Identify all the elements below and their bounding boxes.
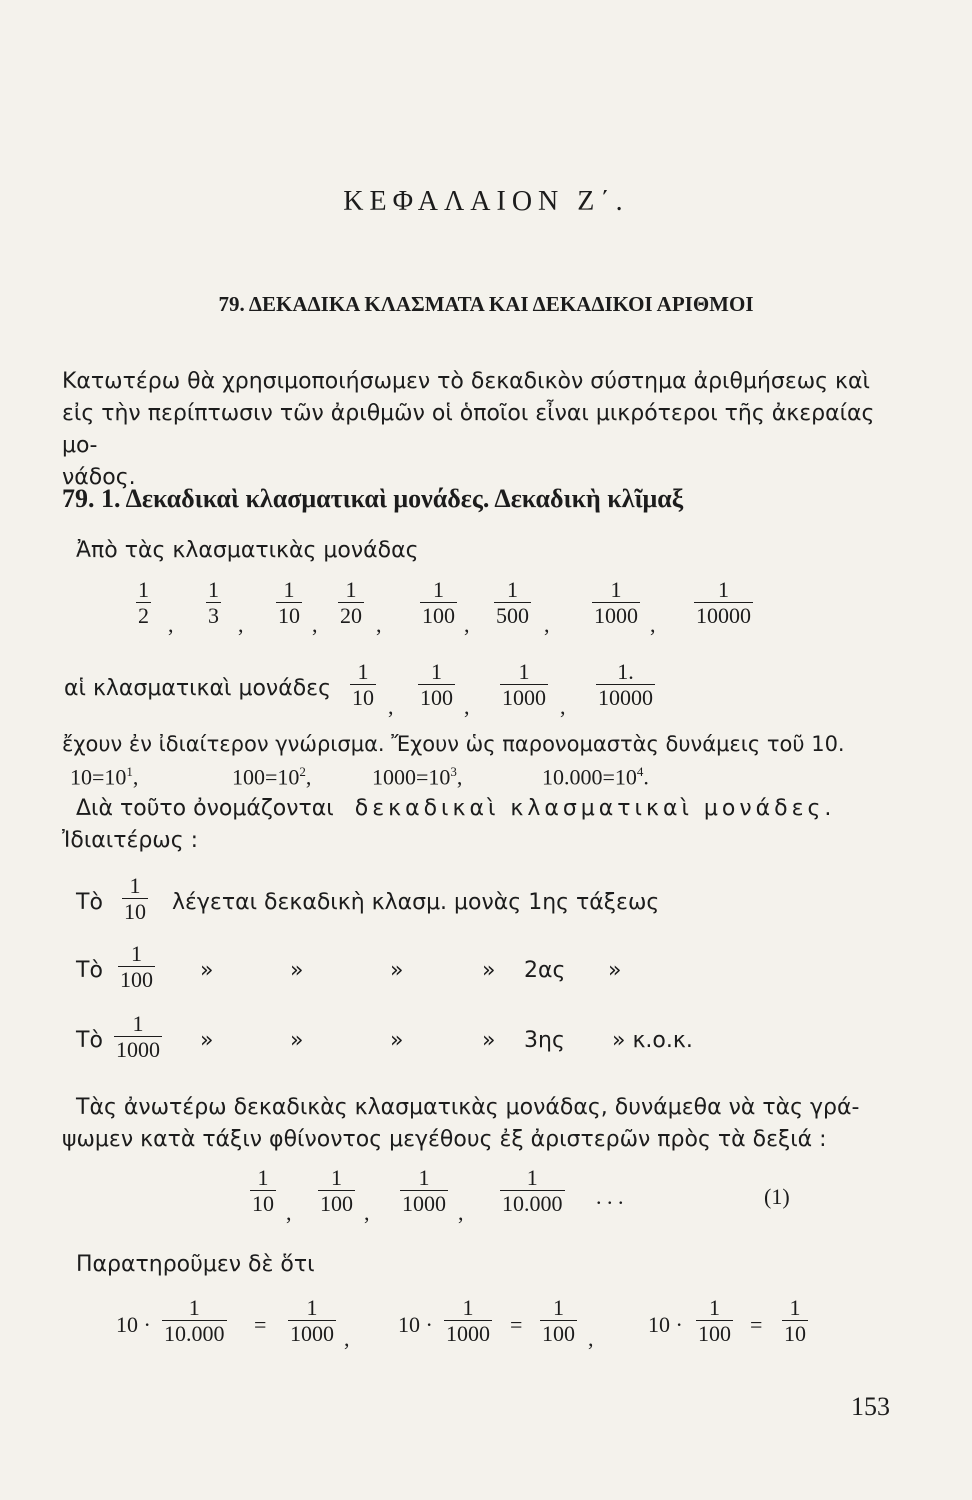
therefore-line: Διὰ τοῦτο ὀνομάζονται δεκαδικαὶ κλασματικαὶ μονάδες.	[76, 796, 836, 821]
sequence-fraction: $\frac{1}{100}$	[320, 1165, 353, 1216]
sequence-fraction: $\frac{1}{10}$	[252, 1165, 274, 1216]
write-line: Τὰς ἀνωτέρω δεκαδικὰς κλασματικὰς μονάδας, δυνάμεθα νὰ τὰς γρά-	[76, 1095, 860, 1120]
sequence-fraction: $\frac{1}{1000}$	[402, 1165, 446, 1216]
observe-text: Παρατηροῦμεν δὲ ὅτι	[76, 1252, 315, 1277]
book-page: ΚΕΦΑΛΑΙΟΝ Ζ΄. 79. ΔΕΚΑΔΙΚΑ ΚΛΑΣΜΑΤΑ ΚΑΙ ΔΕΚΑΔΙΚΟΙ ΑΡΙΘΜΟΙ Κατωτέρω θὰ χρησιμοποιήσωμεν τὸ δεκαδικὸν σύστημα ἀριθμήσεως καὶ εἰς τὴν περίπτωσιν τῶν ἀριθμῶν οἱ ὁποῖοι εἶναι μικρότεροι τῆς ἀκεραίας μο- νάδος. 79. 1. Δεκαδικαὶ κλασματικαὶ μονάδες. Δεκαδικὴ κλῖμαξ Ἀπὸ τὰς κλασματικὰς μονάδας $\frac{1}{2}$ , $\frac{1}{3}$ , $\frac{1}{10}$ , $\frac{1}{20}$ , $\frac{1}{100}$ , $\frac{1}{500}$ , $\frac{1}{1000}$ , $\frac{1}{10000}$ αἱ κλασματικαὶ μονάδες $\frac{1}{10}$ , $\frac{1}{100}$ , $\frac{1}{1000}$ , $\frac{1.}{10000}$ ἔχουν ἐν ἰδιαίτερον γνώρισμα. Ἔχουν ὡς παρονομαστὰς δυνάμεις τοῦ 10. $10=10^1$, $100=10^2$, $1000=10^3$, $10.000=10^4$. Διὰ τοῦτο ὀνομάζονται δεκαδικαὶ κλασματικαὶ μονάδες. Ἰδιαιτέρως : Τὸ $\frac{1}{10}$ λέγεται δεκαδικὴ κλασμ. μονὰς 1ης τάξεως Τὸ $\frac{1}{100}$ » » » » 2ας » Τὸ $\frac{1}{1000}$ » » » » 3ης » κ.ο.κ. Τὰς ἀνωτέρω δεκαδικὰς κλασματικὰς μονάδας, δυνάμεθα νὰ τὰς γρά- ψωμεν κατὰ τάξιν φθίνοντος μεγέθους ἐξ ἀριστερῶν πρὸς τὰ δεξιά : $\frac{1}{10}$ , $\frac{1}{100}$ , $\frac{1}{1000}$ , $\frac{1}{10.000}$ . . . (1) Παρατηροῦμεν δὲ ὅτι 10 · $\frac{1}{10.000}$ = $\frac{1}{1000}$ , 10 · $\frac{1}{1000}$ = $\frac{1}{100}$ , 10 · $\frac{1}{100}$ = $\frac{1}{10}$ 153	[0, 0, 972, 1500]
particularly-label: Ἰδιαιτέρως :	[62, 828, 199, 853]
sequence-ellipsis: . . .	[596, 1184, 624, 1209]
unit-fraction: $\frac{1}{1000}$	[594, 577, 638, 628]
ditto-mark: »	[290, 1028, 304, 1053]
unit-fraction: $\frac{1}{2}$	[138, 577, 149, 628]
chapter-heading: ΚΕΦΑΛΑΙΟΝ Ζ΄.	[343, 186, 629, 217]
unit-fraction: $\frac{1}{3}$	[208, 577, 219, 628]
decimal-units-label: αἱ κλασματικαὶ μονάδες	[64, 676, 331, 701]
write-paragraph	[62, 1092, 902, 1156]
decimal-unit-fraction: $\frac{1}{10}$	[352, 659, 374, 710]
relation-coefficient: 10 ·	[648, 1312, 683, 1337]
write-line: ψωμεν κατὰ τάξιν φθίνοντος μεγέθους ἐξ ἀριστερῶν πρὸς τὰ δεξιά :	[62, 1127, 827, 1152]
equation-label: (1)	[764, 1184, 790, 1209]
power-of-ten: $100=10^2$,	[232, 764, 312, 790]
relation-rhs-fraction: $\frac{1}{10}$	[784, 1295, 806, 1346]
order-row-fraction: $\frac{1}{1000}$	[116, 1011, 160, 1062]
ditto-mark: »	[290, 958, 304, 983]
relation-coefficient: 10 ·	[398, 1312, 433, 1337]
order-row-fraction: $\frac{1}{100}$	[120, 941, 153, 992]
ditto-mark: »	[482, 1028, 496, 1053]
power-of-ten: $10.000=10^4$.	[542, 764, 649, 790]
order-row-text: λέγεται δεκαδικὴ κλασμ. μονὰς 1ης τάξεως	[172, 890, 660, 915]
relation-lhs-fraction: $\frac{1}{100}$	[698, 1295, 731, 1346]
special-feature-text: ἔχουν ἐν ἰδιαίτερον γνώρισμα. Ἔχουν ὡς παρονομαστὰς δυνάμεις τοῦ 10.	[62, 732, 845, 756]
relation-rhs-fraction: $\frac{1}{100}$	[542, 1295, 575, 1346]
ditto-mark: »	[200, 958, 214, 983]
ditto-mark: »	[390, 958, 404, 983]
relation-coefficient: 10 ·	[116, 1312, 151, 1337]
order-row-prefix: Τὸ	[76, 958, 103, 983]
order-row-fraction: $\frac{1}{10}$	[124, 873, 146, 924]
ditto-mark: »	[200, 1028, 214, 1053]
decimal-unit-fraction: $\frac{1.}{10000}$	[598, 659, 653, 710]
order-row-tail: » κ.ο.κ.	[612, 1028, 693, 1053]
decimal-unit-fraction: $\frac{1}{100}$	[420, 659, 453, 710]
unit-fraction: $\frac{1}{20}$	[340, 577, 362, 628]
decimal-unit-fraction: $\frac{1}{1000}$	[502, 659, 546, 710]
section-title: 79. ΔΕΚΑΔΙΚΑ ΚΛΑΣΜΑΤΑ ΚΑΙ ΔΕΚΑΔΙΚΟΙ ΑΡΙΘΜΟΙ	[218, 292, 754, 316]
relation-rhs-fraction: $\frac{1}{1000}$	[290, 1295, 334, 1346]
intro-line: νάδος.	[62, 465, 136, 490]
order-label: 2ας	[524, 958, 566, 983]
ditto-mark: »	[390, 1028, 404, 1053]
order-label: 3ης	[524, 1028, 565, 1053]
order-row-tail: »	[608, 958, 622, 983]
ditto-mark: »	[482, 958, 496, 983]
relation-lhs-fraction: $\frac{1}{1000}$	[446, 1295, 490, 1346]
order-row-prefix: Τὸ	[76, 1028, 103, 1053]
intro-line: εἰς τὴν περίπτωσιν τῶν ἀριθμῶν οἱ ὁποῖοι εἶναι μικρότεροι τῆς ἀκεραίας μο-	[62, 401, 875, 458]
unit-fraction: $\frac{1}{100}$	[422, 577, 455, 628]
power-of-ten: $10=10^1$,	[70, 764, 139, 790]
order-row-prefix: Τὸ	[76, 890, 103, 915]
relation-lhs-fraction: $\frac{1}{10.000}$	[164, 1295, 225, 1346]
unit-fraction: $\frac{1}{500}$	[496, 577, 529, 628]
page-number: 153	[851, 1392, 890, 1421]
unit-fraction: $\frac{1}{10000}$	[696, 577, 751, 628]
units-intro: Ἀπὸ τὰς κλασματικὰς μονάδας	[76, 538, 419, 563]
intro-paragraph	[62, 366, 892, 494]
intro-line: Κατωτέρω θὰ χρησιμοποιήσωμεν τὸ δεκαδικὸν σύστημα ἀριθμήσεως καὶ	[62, 369, 870, 394]
power-of-ten: $1000=10^3$,	[372, 764, 463, 790]
subsection-title: 79. 1. Δεκαδικαὶ κλασματικαὶ μονάδες. Δεκαδικὴ κλῖμαξ	[62, 484, 684, 513]
unit-fraction: $\frac{1}{10}$	[278, 577, 300, 628]
sequence-fraction: $\frac{1}{10.000}$	[502, 1165, 563, 1216]
